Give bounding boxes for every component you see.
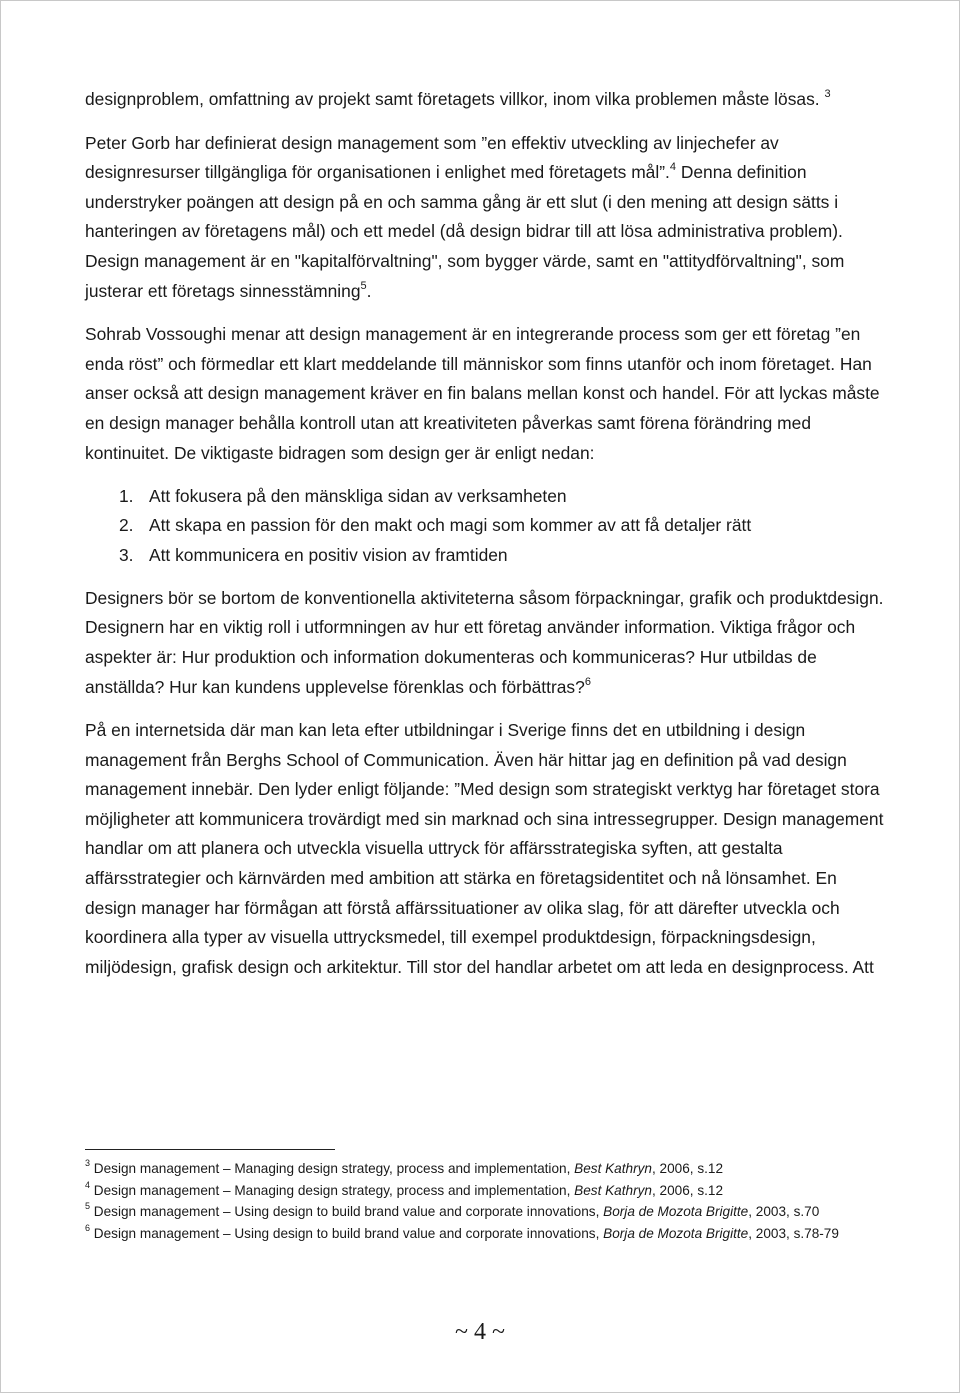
footnote-divider xyxy=(85,1149,335,1150)
list-item-text: Att skapa en passion för den makt och magi som kommer av att få detaljer rätt xyxy=(149,515,752,536)
footnote-text: Design management – Using design to build brand value and corporate innovations, xyxy=(93,1204,604,1219)
footnote-5 xyxy=(85,1201,885,1223)
footnote-number: 6 xyxy=(85,1222,91,1233)
footnotes xyxy=(85,1149,885,1244)
paragraph-4-text: Designers bör se bortom de konventionella aktiviteterna såsom förpackningar, grafik och produktdesign. Designern har en viktig roll i utformningen av hur ett företag använder information. Viktiga frågor och aspekter är: Hur produktion och information dokumenteras och kommuniceras? Hur utbildas de anställda? Hur kan kundens upplevelse förenklas och förbättras? xyxy=(85,587,884,697)
footnote-text: Design management – Using design to build brand value and corporate innovations, xyxy=(93,1225,604,1241)
footnote-tail: , 2003, s.70 xyxy=(748,1204,820,1219)
list-item xyxy=(85,482,885,511)
paragraph-2-text-a: Peter Gorb har definierat design management som ”en effektiv utveckling av linjechefer av designresurser tillgängliga för organisationen i enlighet med företagets mål”. xyxy=(85,132,779,183)
list-number: 3. xyxy=(119,544,134,565)
footnote-6 xyxy=(85,1223,885,1245)
list-item xyxy=(85,541,885,570)
body-text xyxy=(85,85,885,996)
paragraph-3: Sohrab Vossoughi menar att design management är en integrerande process som ger ett företag ”en enda röst” och förmedlar ett klart meddelande till människor som finns utanför och inom företaget. Han anser också att design management kräver en fin balans mellan konst och handel. För att lyckas måste en design manager behålla kontroll utan att kreativiteten påverkas samt förena förändring med kontinuitet. De viktigaste bidragen som design ger är enligt nedan: xyxy=(85,324,880,463)
list-number: 1. xyxy=(119,486,134,507)
footnote-number: 5 xyxy=(85,1201,91,1212)
paragraph-5: På en internetsida där man kan leta efter utbildningar i Sverige finns det en utbildning i design management från Berghs School of Communication. Även här hittar jag en definition på vad design management innebär. Den lyder enligt följande: ”Med design som strategiskt verktyg har företaget stora möjligheter att kommunicera trovärdigt med sin marknad och sina intressegrupper. Design management handlar om att planera och utveckla visuella uttryck för affärsstrategiska syften, att gestalta affärsstrategier och kärnvärden med ambition att stärka en företagsidentitet och nå lönsamhet. En design manager har förmågan att förstå affärssituationer av olika slag, för att därefter utveckla och koordinera alla typer av visuella uttrycksmedel, till exempel produktdesign, förpackningsdesign, miljödesign, grafisk design och arkitektur. Till stor del handlar arbetet om att leda en designprocess. Att xyxy=(85,720,884,977)
footnote-text: Design management – Managing design strategy, process and implementation, xyxy=(93,1182,575,1198)
footnote-3 xyxy=(85,1158,885,1180)
paragraph-2-text-c: . xyxy=(366,280,372,301)
footnote-tail: , 2006, s.12 xyxy=(651,1161,724,1176)
footnote-tail: , 2003, s.78-79 xyxy=(748,1225,839,1241)
footnote-author: Borja de Mozota Brigitte xyxy=(603,1204,749,1219)
paragraph-2-text-b: Denna definition understryker poängen att design på en och samma gång är ett slut (i den mening att design sätts i hanteringen av företagens mål) och ett medel (då design bidrar till att lösa administrativa problem). Design management är en "kapitalförvaltning", som bygger värde, samt en "attitydförvaltning", som justerar ett företags sinnesstämning xyxy=(85,162,845,301)
footnote-4 xyxy=(85,1180,885,1202)
list-number: 2. xyxy=(119,515,134,536)
list-item-text: Att fokusera på den mänskliga sidan av verksamheten xyxy=(149,486,567,507)
footnote-number: 4 xyxy=(85,1179,91,1190)
list-item-text: Att kommunicera en positiv vision av framtiden xyxy=(149,544,508,565)
paragraph-1 xyxy=(85,85,885,115)
list-item xyxy=(85,511,885,540)
footnote-author: Borja de Mozota Brigitte xyxy=(603,1225,749,1241)
footnote-ref: 5 xyxy=(360,279,367,292)
footnote-tail: , 2006, s.12 xyxy=(651,1182,724,1198)
footnote-ref: 4 xyxy=(669,161,676,174)
page-number: ~ 4 ~ xyxy=(455,1319,505,1345)
footnote-ref: 3 xyxy=(824,88,831,101)
paragraph-4 xyxy=(85,584,885,702)
footnote-author: Best Kathryn xyxy=(574,1182,652,1198)
paragraph-1-text: designproblem, omfattning av projekt samt företagets villkor, inom vilka problemen måste lösas. xyxy=(85,89,820,109)
footnote-author: Best Kathryn xyxy=(574,1161,652,1176)
footnote-number: 3 xyxy=(85,1158,91,1169)
footnote-ref: 6 xyxy=(584,675,591,688)
paragraph-2 xyxy=(85,129,885,307)
footnote-text: Design management – Managing design strategy, process and implementation, xyxy=(93,1161,575,1176)
contribution-list xyxy=(85,482,885,570)
